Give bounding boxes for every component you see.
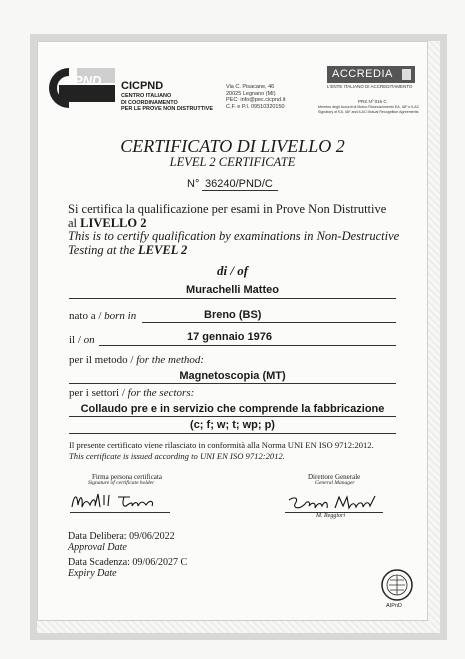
seal-label: AIPnD <box>386 603 402 609</box>
level-label: LIVELLO 2 <box>80 216 147 230</box>
sector-value-1: Collaudo pre e in servizio che comprende la fabbricazione <box>80 403 385 415</box>
accredia-logo <box>327 66 415 83</box>
org-line-2: DI COORDINAMENTO <box>121 99 178 106</box>
director-name: M. Reggiori <box>316 513 345 519</box>
holder-signature-label-en: Signature of certificate holder <box>88 480 155 486</box>
approval-date-en: Approval Date <box>68 542 127 553</box>
address-line-2: 20025 Legnano (MI) <box>226 90 276 97</box>
approval-date: Data Delibera: 09/06/2022 <box>68 531 175 542</box>
logo-text: PND <box>74 73 102 88</box>
holder-name: Murachelli Matteo <box>186 284 279 296</box>
accredia-note-it: Membro degli Accordi di Mutuo Riconoscimento EA, IAF e ILAC <box>318 105 420 109</box>
norm-english: This certificate is issued according to UNI EN ISO 9712:2012. <box>69 451 285 461</box>
birth-date-underline <box>99 345 396 346</box>
expiry-date: Data Scadenza: 09/06/2027 C <box>68 557 188 568</box>
date-label-it: il / <box>69 334 84 346</box>
address-line-4: C.F. e P.I. 09510320150 <box>226 103 285 110</box>
org-line-1: CENTRO ITALIANO <box>121 93 172 99</box>
accredia-text: ACCREDIA <box>332 68 393 80</box>
sector-label-it: per i settori / <box>69 387 128 399</box>
certificate-subtitle: LEVEL 2 CERTIFICATE <box>169 155 296 169</box>
director-signature <box>285 492 385 514</box>
born-label-en: born in <box>104 310 137 322</box>
birth-date: 17 gennaio 1976 <box>187 331 272 343</box>
level-label-en: LEVEL 2 <box>138 243 188 257</box>
italy-map-icon <box>402 69 411 80</box>
holder-signature-line <box>70 512 170 513</box>
org-line-3: PER LE PROVE NON DISTRUTTIVE <box>121 106 213 112</box>
sector-label <box>69 387 194 399</box>
address-line-3: PEC: info@pec.cicpnd.it <box>226 97 286 103</box>
sector-label-en: for the sectors: <box>127 387 195 399</box>
org-address <box>226 84 285 110</box>
method-label-it: per il metodo / <box>69 354 137 366</box>
born-place: Breno (BS) <box>204 309 262 321</box>
cert-number-prefix: N° <box>187 178 200 190</box>
director-label-en: General Manager <box>315 480 355 486</box>
certificate-title: CERTIFICATO DI LIVELLO 2 <box>120 136 345 156</box>
accredia-number: PRS Nº 016 C <box>358 99 387 104</box>
birth-date-label <box>69 334 95 346</box>
accredia-subtitle: L'ENTE ITALIANO DI ACCREDITAMENTO <box>327 84 413 89</box>
method-label <box>69 354 204 366</box>
holder-name-underline <box>69 298 396 299</box>
intro-english-2-text: Testing at the <box>68 243 139 257</box>
director-label: Direttore Generale <box>308 473 361 481</box>
sector-underline-2 <box>69 433 396 434</box>
norm-italian: Il presente certificato viene rilasciato in conformità alla Norma UNI EN ISO 9712:2012. <box>69 440 374 450</box>
sector-value-2: (c; f; w; t; wp; p) <box>190 419 275 431</box>
accredia-note-en: Signatory of EA, IAF and ILAC Mutual Recognition Agreements <box>318 110 419 114</box>
holder-signature <box>68 489 168 513</box>
intro-english-2 <box>68 243 187 258</box>
cert-number: 36240/PND/C <box>205 178 273 190</box>
intro-italian-2-text: al <box>68 216 81 230</box>
method-label-en: for the method: <box>136 354 205 366</box>
pnd-logo <box>47 65 117 111</box>
address-line-1: Via C. Pisacane, 46 <box>226 84 275 90</box>
method-value: Magnetoscopia (MT) <box>179 370 286 382</box>
born-label-it: nato a / <box>69 310 105 322</box>
aipnd-seal <box>380 568 414 602</box>
intro-english-1: This is to certify qualification by examinations in Non-Destructive <box>68 229 400 243</box>
cert-number-underline <box>202 190 278 191</box>
born-underline <box>142 322 396 323</box>
expiry-date-en: Expiry Date <box>68 568 117 579</box>
org-description <box>121 93 213 113</box>
intro-italian-1: Si certifica la qualificazione per esami in Prove Non Distruttive <box>68 202 387 216</box>
date-label-en: on <box>83 334 95 346</box>
sector-underline-1 <box>69 416 396 417</box>
org-name: CICPND <box>121 80 164 92</box>
holder-signature-label: Firma persona certificata <box>92 473 162 481</box>
method-underline <box>69 383 396 384</box>
born-label <box>69 310 136 322</box>
di-of-label: di / of <box>216 263 249 278</box>
